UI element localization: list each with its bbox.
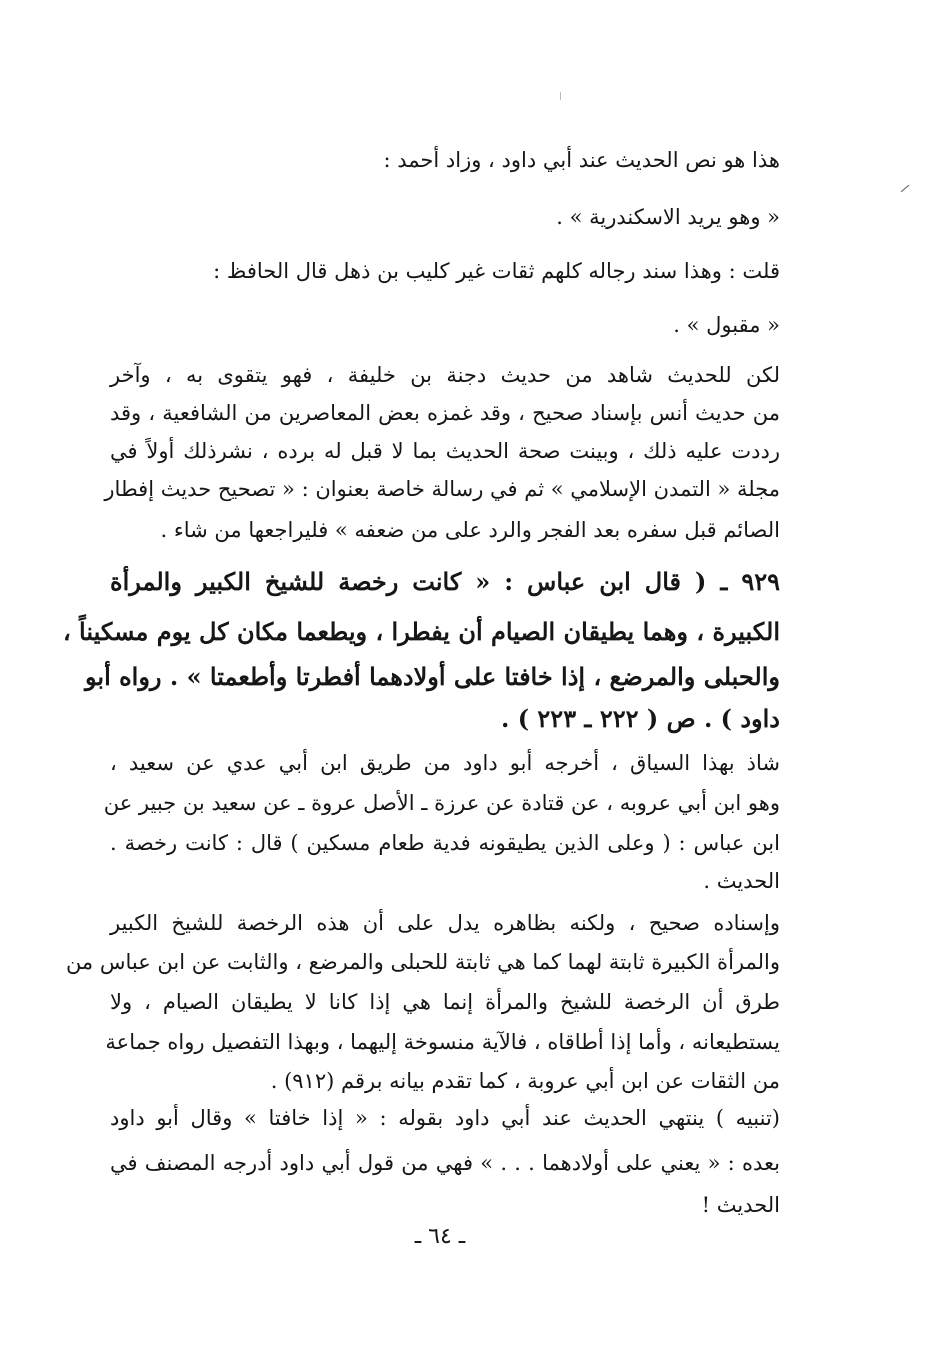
text-line: قلت : وهذا سند رجاله كلهم ثقات غير كليب بن ذهل قال الحافظ : bbox=[213, 259, 780, 283]
text-line: من الثقات عن ابن أبي عروبة ، كما تقدم بيانه برقم (٩١٢) . bbox=[270, 1069, 780, 1093]
text-line: وإسناده صحيح ، ولكنه بظاهره يدل على أن هذه الرخصة للشيخ الكبير bbox=[110, 911, 780, 935]
text-line: وهو ابن أبي عروبه ، عن قتادة عن عرزة ـ الأصل عروة ـ عن سعيد بن جبير عن bbox=[103, 791, 780, 815]
page-number: ـ ٦٤ ـ bbox=[414, 1224, 466, 1249]
text-line: (تنبيه ) ينتهي الحديث عند أبي داود بقوله : « إذا خافتا » وقال أبو داود bbox=[110, 1106, 780, 1130]
text-line: هذا هو نص الحديث عند أبي داود ، وزاد أحمد : bbox=[383, 148, 780, 172]
text-line: طرق أن الرخصة للشيخ والمرأة إنما هي إذا كانا لا يطيقان الصيام ، ولا bbox=[110, 990, 780, 1014]
text-line: يستطيعانه ، وأما إذا أطاقاه ، فالآية منسوخة إليهما ، وبهذا التفصيل رواه جماعة bbox=[105, 1030, 780, 1054]
text-line: مجلة « التمدن الإسلامي » ثم في رسالة خاصة بعنوان : « تصحيح حديث إفطار bbox=[104, 477, 780, 501]
text-line: الصائم قبل سفره بعد الفجر والرد على من ضعفه » فليراجعها من شاء . bbox=[160, 518, 780, 542]
hadith-line: داود ) . ص ( ٢٢٢ ـ ٢٢٣ ) . bbox=[500, 704, 780, 733]
text-line: شاذ بهذا السياق ، أخرجه أبو داود من طريق ابن أبي عدي عن سعيد ، bbox=[110, 751, 780, 775]
text-line: الحديث . bbox=[703, 869, 780, 893]
hadith-line: الكبيرة ، وهما يطيقان الصيام أن يفطرا ، ويطعما مكان كل يوم مسكيناً ، bbox=[62, 617, 780, 646]
text-line: لكن للحديث شاهد من حديث دجنة بن خليفة ، فهو يتقوى به ، وآخر bbox=[110, 363, 780, 387]
text-line: رددت عليه ذلك ، وبينت صحة الحديث بما لا قبل له برده ، نشرذلك أولاً في bbox=[110, 439, 781, 463]
text-line: « وهو يريد الاسكندرية » . bbox=[556, 205, 780, 229]
text-line: « مقبول » . bbox=[673, 313, 780, 337]
text-line: من حديث أنس بإسناد صحيح ، وقد غمزه بعض المعاصرين من الشافعية ، وقد bbox=[110, 401, 780, 425]
text-line: الحديث ! bbox=[701, 1193, 780, 1217]
text-line: بعده : « يعني على أولادهما . . . » فهي من قول أبي داود أدرجه المصنف في bbox=[110, 1151, 780, 1175]
text-line: ابن عباس : ( وعلى الذين يطيقونه فدية طعام مسكين ) قال : كانت رخصة . bbox=[110, 831, 780, 855]
scan-mark bbox=[901, 185, 909, 192]
scan-mark bbox=[560, 92, 561, 100]
hadith-line: والحبلى والمرضع ، إذا خافتا على أولادهما أفطرتا وأطعمتا » . رواه أبو bbox=[84, 662, 780, 691]
text-line: والمرأة الكبيرة ثابتة لهما كما هي ثابتة للحبلى والمرضع ، والثابت عن ابن عباس من bbox=[65, 950, 780, 974]
hadith-line: ٩٢٩ ـ ( قال ابن عباس : « كانت رخصة للشيخ الكبير والمرأة bbox=[110, 567, 780, 596]
